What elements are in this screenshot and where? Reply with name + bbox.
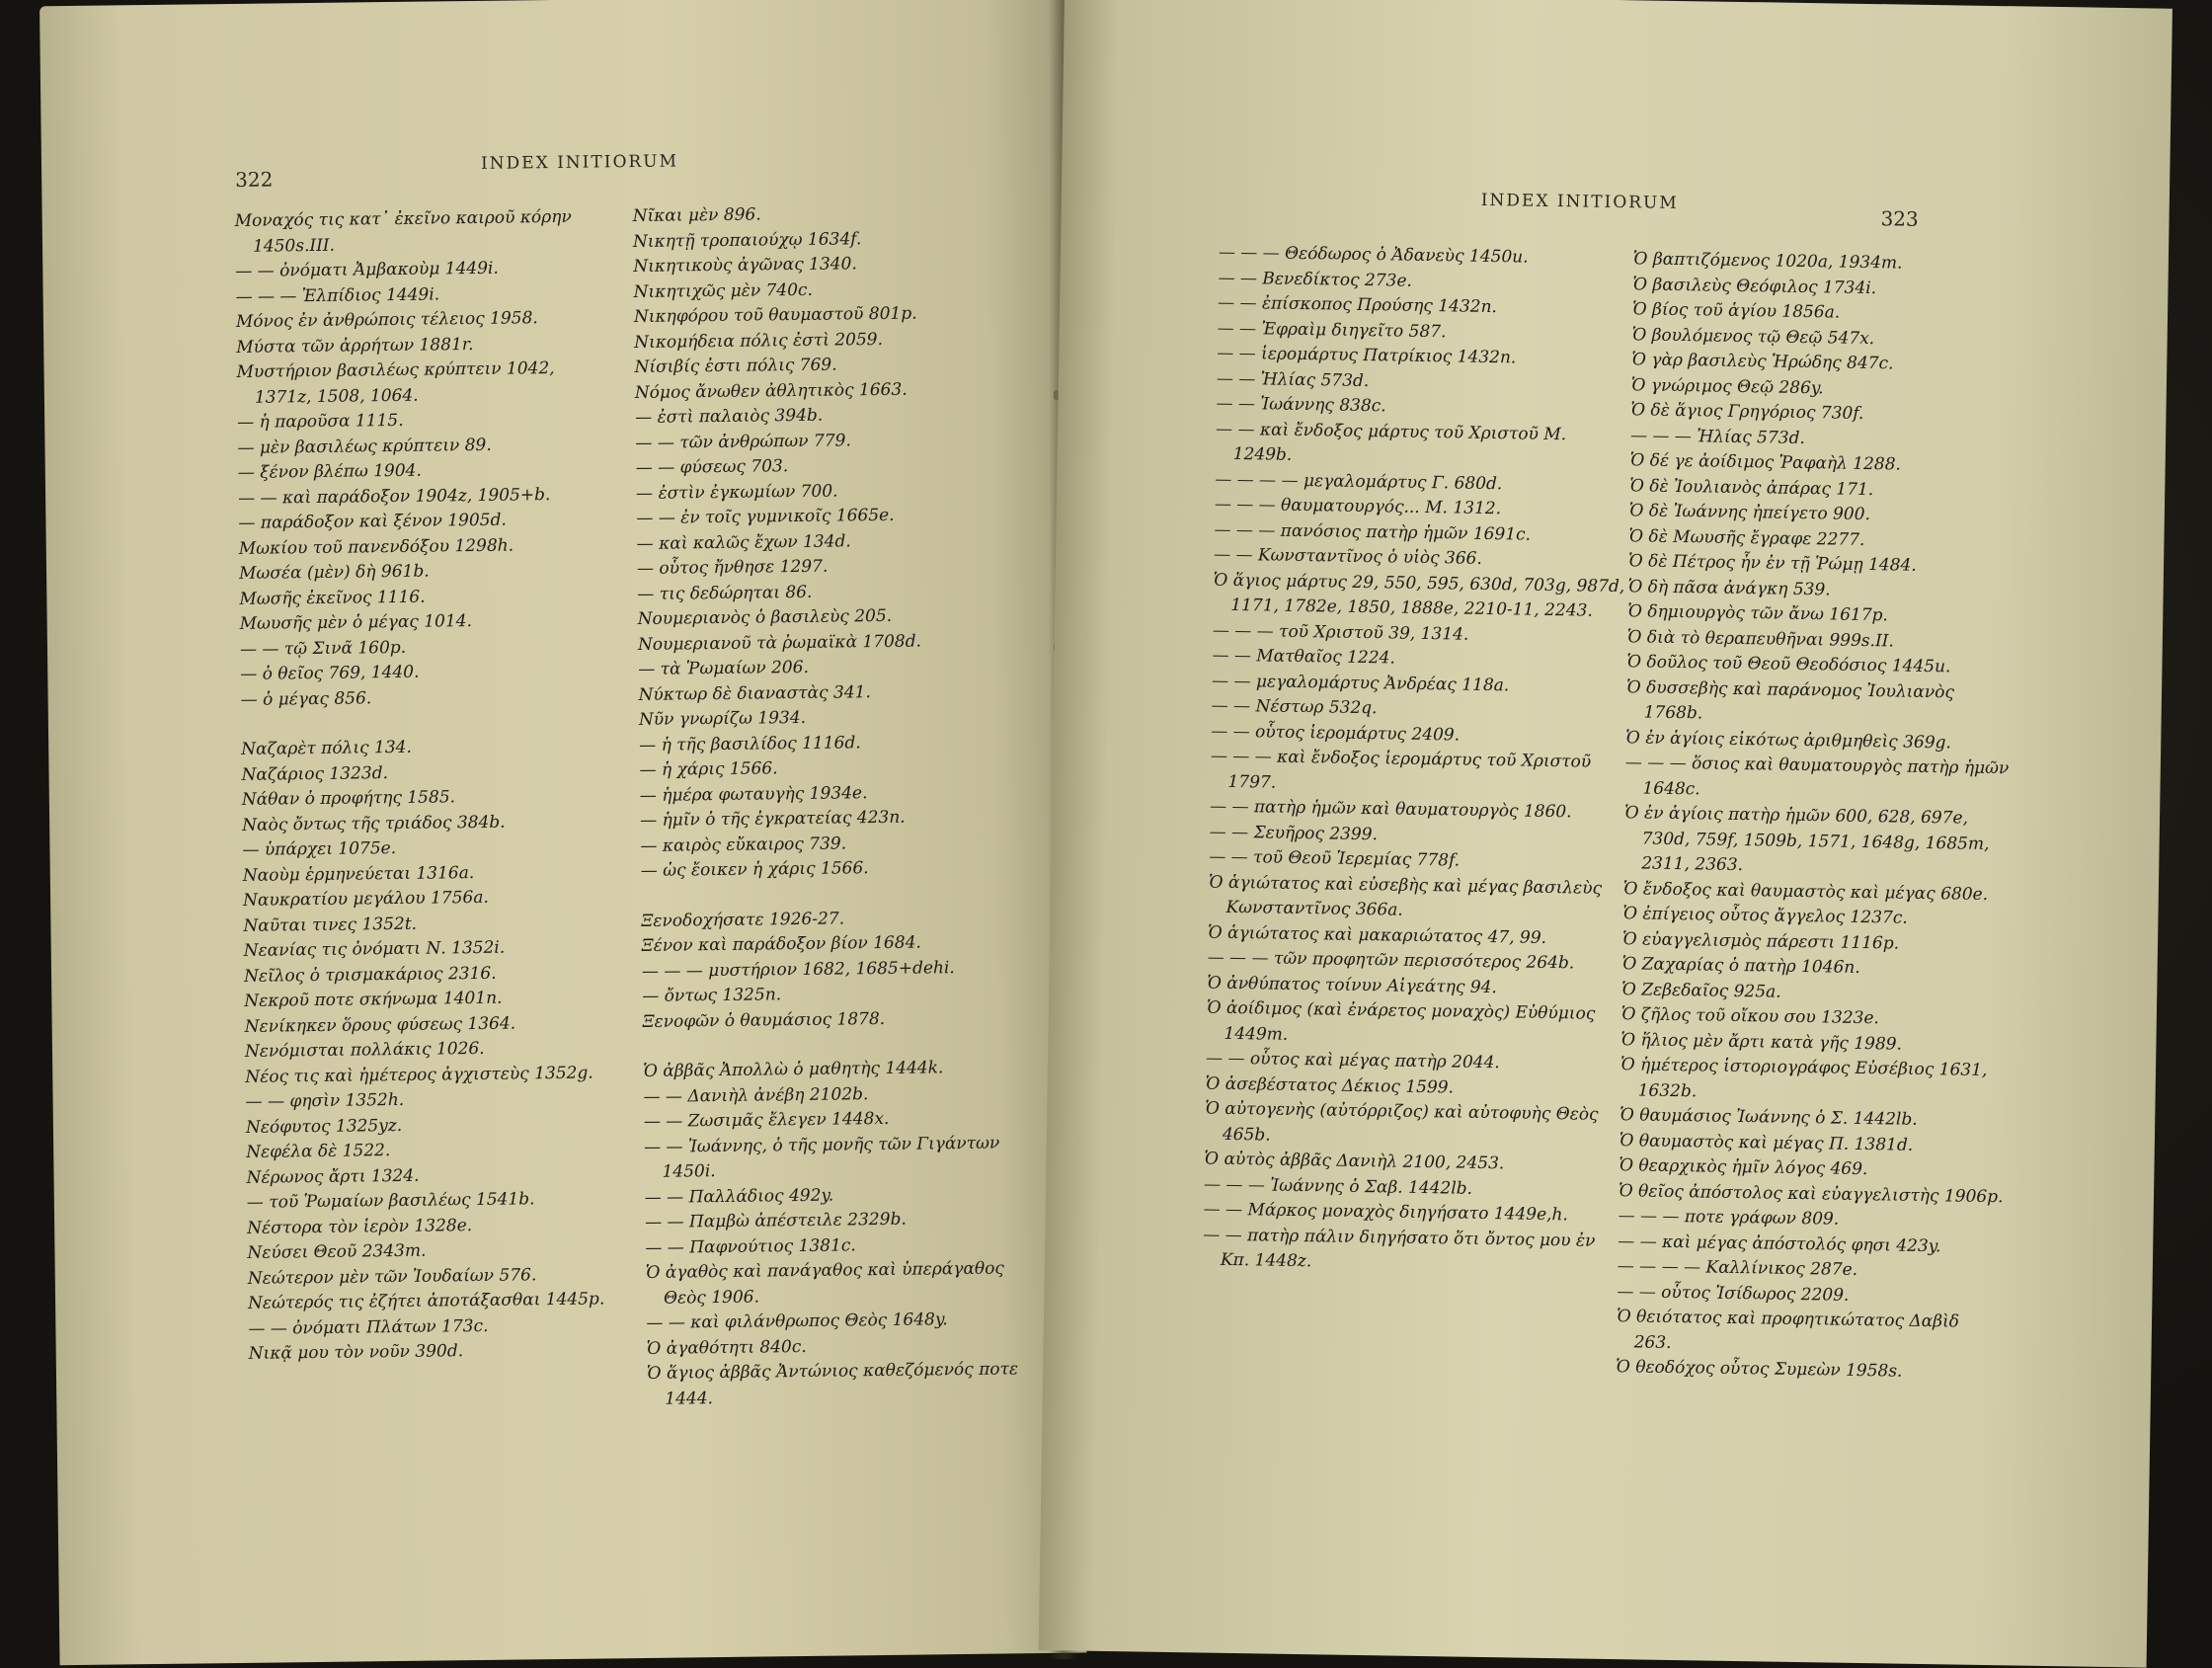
right-column-2 <box>1616 247 2018 1386</box>
index-entry: Ναῦται τινες 1352t. <box>243 913 418 936</box>
index-entry: — — μεγαλομάρτυς Ἀνδρέας 118a. <box>1211 671 1510 695</box>
index-entry: Ναυκρατίου μεγάλου 1756a. <box>242 887 489 911</box>
index-entry: — ὑπάρχει 1075e. <box>242 838 397 860</box>
index-entry: — — Ἐφραὶμ διηγεῖτο 587. <box>1217 318 1447 342</box>
index-entry: Μόνος ἐν ἀνθρώποις τέλειος 1958. <box>235 308 538 332</box>
index-entry: Νικητῇ τροπαιούχῳ 1634f. <box>632 228 862 252</box>
index-entry: Ὁ ἅγιος ἀββᾶς Ἀντώνιος καθεζόμενός ποτε 1444. <box>646 1359 1019 1409</box>
index-entry: — — ὀνόματι Ἀμβακοὺμ 1449i. <box>235 258 499 281</box>
index-entry: Νενίκηκεν ὅρους φύσεως 1364. <box>244 1013 516 1037</box>
index-entry: Ναοὺμ ἑρμηνεύεται 1316a. <box>242 862 475 886</box>
index-entry: Μοναχός τις κατ᾽ ἐκεῖνο καιροῦ κόρην 1450s.III. <box>234 206 572 257</box>
index-entry: Ὁ ἀγαθότητι 840c. <box>646 1336 807 1359</box>
index-entry: — — Παφνούτιος 1381c. <box>645 1234 856 1258</box>
index-entry: Νέος τις καὶ ἡμέτερος ἀγχιστεὺς 1352g. <box>245 1063 593 1087</box>
index-entry: Ὁ Ζαχαρίας ὁ πατὴρ 1046n. <box>1621 954 1860 978</box>
right-page <box>1039 0 2172 1668</box>
index-entry: — — — — Καλλίνικος 287e. <box>1617 1256 1858 1280</box>
index-entry: — — Παλλάδιος 492y. <box>644 1185 834 1208</box>
left-column-2 <box>633 199 1043 1412</box>
index-entry: — — Σευῆρος 2399. <box>1209 822 1379 844</box>
index-entry: — — Ματθαῖος 1224. <box>1212 645 1395 669</box>
index-entry: — — — Θεόδωρος ὁ Ἀδανεὺς 1450u. <box>1218 242 1529 268</box>
index-entry: — τὰ Ῥωμαίων 206. <box>638 657 810 679</box>
index-entry: — — τῶν ἀνθρώπων 779. <box>635 430 851 453</box>
index-entry: — ξένον βλέπω 1904. <box>237 460 422 483</box>
index-entry: — παράδοξον καὶ ξένον 1905d. <box>238 510 507 533</box>
index-entry: — — ὀνόματι Πλάτων 173c. <box>248 1315 489 1339</box>
index-entry: Ξένον καὶ παράδοξον βίον 1684. <box>641 932 921 956</box>
index-entry: — — τοῦ Θεοῦ Ἱερεμίας 778f. <box>1209 846 1461 871</box>
index-entry: Ὁ ἀοίδιμος (καὶ ἐνάρετος μοναχὸς) Εὐθύμιος 1449m. <box>1206 997 1596 1045</box>
index-entry: Νικητικοὺς ἀγῶνας 1340. <box>633 254 857 278</box>
index-entry: — — — τοῦ Χριστοῦ 39, 1314. <box>1212 620 1469 645</box>
index-entry: Ναὸς ὄντως τῆς τριάδος 384b. <box>242 812 506 835</box>
index-entry: Ὁ δέ γε ἀοίδιμος Ῥαφαὴλ 1288. <box>1629 450 1902 475</box>
index-entry: Ὁ γνώριμος Θεῷ 286y. <box>1630 374 1824 398</box>
index-entry: — — καὶ ἔνδοξος μάρτυς τοῦ Χριστοῦ Μ. 1249b. <box>1215 419 1567 465</box>
index-entry: — — Μάρκος μοναχὸς διηγήσατο 1449e,h. <box>1203 1199 1569 1226</box>
index-entry: Ναζαρὲτ πόλις 134. <box>241 737 412 759</box>
index-entry: Ὁ ἡμέτερος ἱστοριογράφος Εὐσέβιος 1631, 1632b. <box>1620 1055 1988 1101</box>
index-entry: Ὁ ἐπίγειος οὗτος ἄγγελος 1237c. <box>1622 904 1908 928</box>
index-entry: Νάθαν ὁ προφήτης 1585. <box>241 787 456 810</box>
index-entry: Ὁ θειότατος καὶ προφητικώτατος Δαβὶδ 263. <box>1616 1307 1960 1353</box>
index-entry: — — Παμβὼ ἀπέστειλε 2329b. <box>645 1209 907 1232</box>
index-entry: — ὁ μέγας 856. <box>240 687 372 710</box>
index-entry: Νῦν γνωρίζω 1934. <box>638 707 807 730</box>
index-entry: Ὁ δημιουργὸς τῶν ἄνω 1617p. <box>1627 601 1889 626</box>
running-head-left: INDEX INITIORUM <box>480 151 679 174</box>
index-entry: Ὁ ἀγαθὸς καὶ πανάγαθος καὶ ὑπεράγαθος Θεὸς 1906. <box>645 1258 1005 1309</box>
index-entry: Ὁ θαυμαστὸς καὶ μέγας Π. 1381d. <box>1619 1130 1914 1155</box>
index-entry: — — — ὅσιος καὶ θαυματουργὸς πατὴρ ἡμῶν 1648c. <box>1624 753 2010 799</box>
index-entry: — καὶ καλῶς ἔχων 134d. <box>636 530 851 554</box>
index-entry: Νεῖλος ὁ τρισμακάριος 2316. <box>243 963 497 987</box>
index-entry: Ὁ ἀββᾶς Ἀπολλὼ ὁ μαθητὴς 1444k. <box>643 1058 944 1081</box>
index-entry: Νεώτερός τις ἐζήτει ἀποτάξασθαι 1445p. <box>247 1289 605 1313</box>
index-entry: Ὁ ἅγιος μάρτυς 29, 550, 595, 630d, 703g, 987d, 1171, 1782e, 1850, 1888e, 2210-11, 2243. <box>1213 570 1625 621</box>
index-entry: — — — πανόσιος πατὴρ ἡμῶν 1691c. <box>1214 519 1532 545</box>
index-entry: — — Ἰωάννης 838c. <box>1216 393 1386 417</box>
index-entry: — τοῦ Ῥωμαίων βασιλέως 1541b. <box>246 1189 535 1213</box>
index-entry: Μωυσῆς μὲν ὁ μέγας 1014. <box>239 611 473 634</box>
index-entry: Ὁ ἥλιος μὲν ἄρτι κατὰ γῆς 1989. <box>1620 1029 1903 1055</box>
index-entry: — — — θαυματουργός... Μ. 1312. <box>1214 494 1502 519</box>
page-number-left: 322 <box>235 167 274 192</box>
index-entry: — — — Ἰωάννης ὁ Σαβ. 1442lb. <box>1203 1174 1473 1199</box>
running-head-right: INDEX INITIORUM <box>1480 190 1679 213</box>
index-entry: — καιρὸς εὔκαιρος 739. <box>640 833 847 856</box>
index-entry: Νῖκαι μὲν 896. <box>632 204 761 227</box>
index-entry: — — — μυστήριον 1682, 1685+dehi. <box>641 957 955 982</box>
index-entry: Ὁ ἐν ἁγίοις εἰκότως ἀριθμηθεὶς 369g. <box>1625 727 1952 753</box>
index-entry: Ὁ γὰρ βασιλεὺς Ἡρώδης 847c. <box>1631 350 1894 374</box>
index-entry: Ὁ δὲ Ἰωάννης ἠπείγετο 900. <box>1628 501 1871 525</box>
index-entry: — — καὶ μέγας ἀπόστολός φησι 423y. <box>1618 1231 1941 1256</box>
index-entry: Ὁ Ζεβεδαῖος 925a. <box>1621 979 1781 1002</box>
index-entry: Νικᾷ μου τὸν νοῦν 390d. <box>248 1341 464 1364</box>
index-entry: — τις δεδώρηται 86. <box>637 582 813 604</box>
index-entry: — — — Ἠλίας 573d. <box>1629 425 1805 448</box>
index-entry: — — οὗτος Ἰσίδωρος 2209. <box>1617 1281 1850 1306</box>
index-entry: — — ἱερομάρτυς Πατρίκιος 1432n. <box>1217 343 1517 368</box>
index-entry: Νύκτωρ δὲ διαναστὰς 341. <box>638 681 871 705</box>
index-entry: Ὁ εὐαγγελισμὸς πάρεστι 1116p. <box>1621 928 1900 954</box>
index-entry: Νουμεριανὸς ὁ βασιλεὺς 205. <box>637 605 893 629</box>
index-entry: — — Ζωσιμᾶς ἔλεγεν 1448x. <box>643 1108 890 1132</box>
index-entry: — ὄντως 1325n. <box>642 985 782 1006</box>
index-entry: — ἡ παροῦσα 1115. <box>237 410 404 433</box>
index-entry: — ὡς ἔοικεν ἡ χάρις 1566. <box>640 858 869 881</box>
index-entry: — — — τῶν προφητῶν περισσότερος 264b. <box>1207 947 1575 974</box>
index-entry: — — Δανιὴλ ἀνέβη 2102b. <box>643 1083 869 1107</box>
index-entry: Νικομήδεια πόλις ἐστὶ 2059. <box>634 329 884 353</box>
index-entry: — — φύσεως 703. <box>635 456 789 479</box>
index-entry: Νεκροῦ ποτε σκήνωμα 1401n. <box>244 988 503 1011</box>
index-entry: Ὁ ἁγιώτατος καὶ μακαριώτατος 47, 99. <box>1207 922 1547 948</box>
index-entry: Ὁ βίος τοῦ ἁγίου 1856a. <box>1631 299 1841 323</box>
index-entry: — — — — μεγαλομάρτυς Γ. 680d. <box>1215 469 1503 494</box>
index-entry: Νεόφυτος 1325yz. <box>245 1115 403 1138</box>
index-entry: Νικηφόρου τοῦ θαυμαστοῦ 801p. <box>633 303 917 328</box>
index-entry: Ὁ δὴ πᾶσα ἀνάγκη 539. <box>1627 576 1831 599</box>
index-entry: — — καὶ παράδοξον 1904z, 1905+b. <box>238 484 551 509</box>
index-entry: Ὁ ἁγιώτατος καὶ εὐσεβὴς καὶ μέγας βασιλεὺς Κωνσταντῖνος 366a. <box>1208 872 1603 920</box>
index-entry: Ὁ δὲ Ἰουλιανὸς ἀπάρας 171. <box>1629 475 1874 500</box>
index-entry: — — οὗτος καὶ μέγας πατὴρ 2044. <box>1205 1048 1500 1073</box>
index-entry: Ὁ ἔνδοξος καὶ θαυμαστὸς καὶ μέγας 680e. <box>1622 878 1989 905</box>
index-entry: Νεώτερον μὲν τῶν Ἰουδαίων 576. <box>247 1264 537 1289</box>
page-number-right: 323 <box>1880 206 1919 231</box>
index-entry: Μυστήριον βασιλέως κρύπτειν 1042, 1371z, 1508, 1064. <box>236 358 555 408</box>
index-entry: Ὁ δὲ Πέτρος ἦν ἐν τῇ Ῥώμῃ 1484. <box>1627 551 1917 576</box>
index-entry: Ὁ βασιλεὺς Θεόφιλος 1734i. <box>1632 274 1877 298</box>
index-entry: — — — καὶ ἔνδοξος ἱερομάρτυς τοῦ Χριστοῦ 1797. <box>1210 746 1592 793</box>
index-entry: Ὁ θεαρχικὸς ἡμῖν λόγος 469. <box>1619 1155 1868 1180</box>
index-entry: — οὗτος ἤνθησε 1297. <box>636 556 829 580</box>
index-entry: — — Ἰωάννης, ὁ τῆς μονῆς τῶν Γιγάντων 1450i. <box>644 1133 1000 1182</box>
index-entry: — — Νέστωρ 532q. <box>1211 695 1378 719</box>
index-entry: Νίσιβίς ἐστι πόλις 769. <box>634 355 837 378</box>
index-entry: — ἐστὶ παλαιὸς 394b. <box>635 405 824 429</box>
index-entry: Ναζάριος 1323d. <box>241 762 389 785</box>
index-entry: — ὁ θεῖος 769, 1440. <box>240 662 420 684</box>
index-entry: Μωσέα (μὲν) δὴ 961b. <box>238 561 430 584</box>
right-column-1 <box>1203 241 1633 1280</box>
index-entry: — ἡ χάρις 1566. <box>639 758 778 780</box>
index-entry: — — Ἠλίας 573d. <box>1216 368 1370 391</box>
index-entry: Ὁ ἐν ἁγίοις πατὴρ ἡμῶν 600, 628, 697e, 730d, 759f, 1509b, 1571, 1648g, 1685m, 2311, 2363. <box>1623 803 1990 876</box>
left-page <box>40 0 1086 1665</box>
index-entry: Ὁ θεῖος ἀπόστολος καὶ εὐαγγελιστὴς 1906p. <box>1618 1180 2004 1207</box>
index-entry: Ὁ δὲ ἅγιος Γρηγόριος 730f. <box>1630 400 1864 424</box>
index-entry: — — Βενεδίκτος 273e. <box>1218 268 1413 291</box>
index-entry: Νενόμισται πολλάκις 1026. <box>244 1038 485 1062</box>
index-entry: Ὁ θαυμάσιος Ἰωάννης ὁ Σ. 1442lb. <box>1620 1105 1918 1130</box>
index-entry: — — καὶ φιλάνθρωπος Θεὸς 1648y. <box>646 1310 948 1333</box>
index-entry: Ὁ θεοδόχος οὗτος Συμεὼν 1958s. <box>1616 1357 1903 1382</box>
index-entry: — — τῷ Σινᾶ 160p. <box>239 637 407 660</box>
index-entry: — — ἐπίσκοπος Προύσης 1432n. <box>1217 292 1498 318</box>
index-entry: Νέστορα τὸν ἱερὸν 1328e. <box>247 1215 473 1238</box>
index-entry: Νόμος ἄνωθεν ἀθλητικὸς 1663. <box>634 379 908 403</box>
index-entry: Νικητιχῶς μὲν 740c. <box>633 279 814 302</box>
index-entry: Ὁ διὰ τὸ θεραπευθῆναι 999s.II. <box>1626 626 1895 651</box>
index-entry: — μὲν βασιλέως κρύπτειν 89. <box>237 435 492 458</box>
index-entry: Μωκίου τοῦ πανενδόξου 1298h. <box>238 535 514 559</box>
index-entry: — — οὗτος ἱερομάρτυς 2409. <box>1211 721 1461 746</box>
index-entry: — ἡμέρα φωταυγὴς 1934e. <box>639 782 868 806</box>
index-entry: Νεανίας τις ὀνόματι Ν. 1352i. <box>243 937 506 961</box>
index-entry: — — — Ἐλπίδιος 1449i. <box>235 283 440 307</box>
index-entry: — ἡμῖν ὁ τῆς ἐγκρατείας 423n. <box>640 807 906 831</box>
index-entry: — ἐστὶν ἐγκωμίων 700. <box>635 481 838 504</box>
index-entry: Μύστα τῶν ἀρρήτων 1881r. <box>236 334 474 357</box>
index-entry: Νεφέλα δὲ 1522. <box>246 1141 391 1162</box>
index-entry: Νέρωνος ἄρτι 1324. <box>246 1165 420 1188</box>
index-entry: Ὁ βαπτιζόμενος 1020a, 1934m. <box>1632 249 1903 274</box>
index-entry: Ξενοδοχήσατε 1926-27. <box>641 908 845 931</box>
index-entry: Ξενοφῶν ὁ θαυμάσιος 1878. <box>642 1008 886 1032</box>
index-entry: — — — ποτε γράφων 809. <box>1618 1206 1840 1230</box>
index-entry: — — πατὴρ ἡμῶν καὶ θαυματουργὸς 1860. <box>1209 796 1572 823</box>
index-entry: — — Κωνσταντῖνος ὁ υἱὸς 366. <box>1213 544 1483 569</box>
index-entry: Ὁ ζῆλος τοῦ οἴκου σου 1323e. <box>1620 1004 1880 1029</box>
index-entry: Ὁ ἀσεβέστατος Δέκιος 1599. <box>1205 1073 1455 1098</box>
index-entry: Νεύσει Θεοῦ 2343m. <box>247 1240 427 1263</box>
index-entry: Ὁ ἀνθύπατος τοίνυν Αἰγεάτης 94. <box>1207 973 1498 997</box>
index-entry: Ὁ δοῦλος τοῦ Θεοῦ Θεοδόσιος 1445u. <box>1626 652 1951 677</box>
index-entry: Μωσῆς ἐκεῖνος 1116. <box>239 587 426 609</box>
index-entry: — — φησὶν 1352h. <box>245 1089 405 1112</box>
index-entry: Ὁ βουλόμενος τῷ Θεῷ 547x. <box>1631 324 1875 349</box>
left-column-1 <box>235 204 624 1367</box>
index-entry: Ὁ δὲ Μωυσῆς ἔγραφε 2277. <box>1628 525 1865 550</box>
index-entry: Ὁ αὐτογενὴς (αὐτόρριζος) καὶ αὐτοφυὴς Θεὸς 465b. <box>1205 1098 1599 1146</box>
index-entry: — — ἐν τοῖς γυμνικοῖς 1665e. <box>636 505 895 529</box>
index-entry: Ὁ αὐτὸς ἀββᾶς Δανιὴλ 2100, 2453. <box>1204 1149 1505 1174</box>
index-entry: Ὁ δυσσεβὴς καὶ παράνομος Ἰουλιανὸς 1768b. <box>1625 676 1955 724</box>
index-entry: — ἡ τῆς βασιλίδος 1116d. <box>639 732 861 755</box>
index-entry: Νουμεριανοῦ τὰ ῥωμαϊκὰ 1708d. <box>637 630 922 655</box>
index-entry: — — πατὴρ πάλιν διηγήσατο ὅτι ὄντος μου ἐν Κπ. 1448z. <box>1203 1225 1596 1272</box>
